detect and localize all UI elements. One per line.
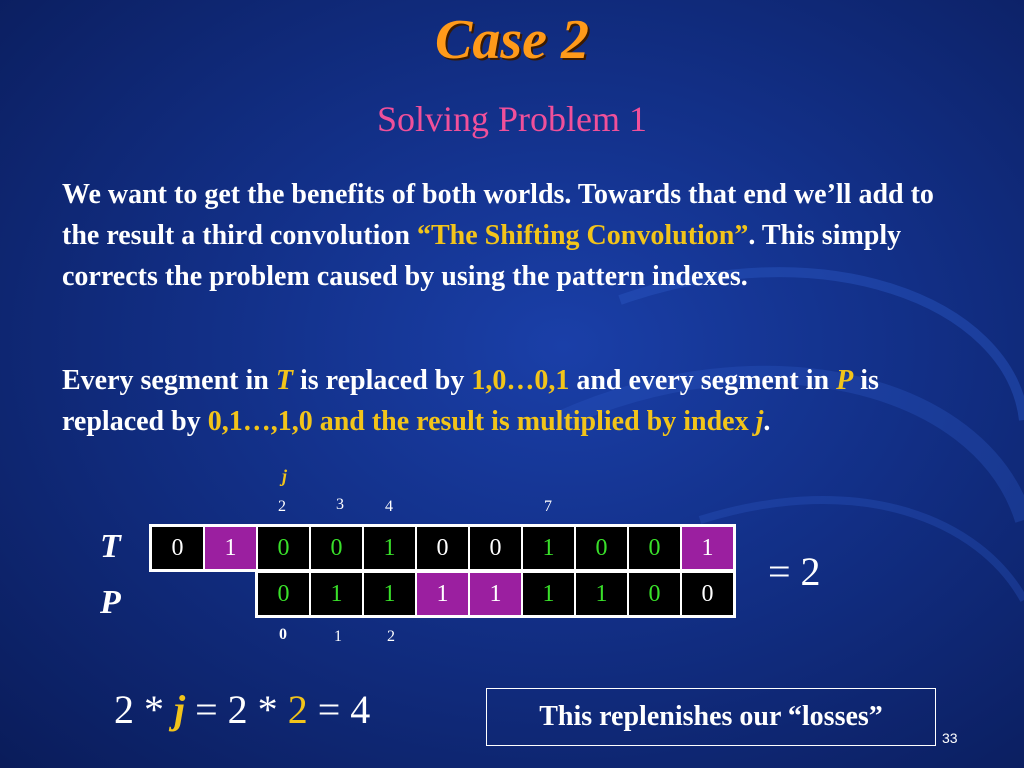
T-sequence-cell: 0 (258, 527, 309, 569)
T-sequence-cell: 1 (682, 527, 733, 569)
p2-T-symbol: T (275, 365, 293, 396)
formula-j: j (174, 687, 186, 732)
p2-seq-P: 0,1…,1,0 (207, 406, 313, 437)
P-sequence-strip (255, 570, 736, 618)
convolution-result: = 2 (768, 549, 821, 594)
top-index-4: 4 (385, 498, 393, 515)
p2-text-a: Every segment in (62, 365, 276, 396)
bottom-index-1: 1 (334, 628, 342, 645)
T-sequence-cell: 0 (470, 527, 521, 569)
row-T-label: T (100, 528, 121, 565)
P-sequence-cell: 1 (417, 573, 468, 615)
P-sequence-cell: 1 (470, 573, 521, 615)
top-index-3: 3 (336, 496, 344, 513)
P-sequence-cell: 0 (258, 573, 309, 615)
P-sequence-cell: 0 (629, 573, 680, 615)
p2-text-f: . (763, 406, 771, 437)
T-sequence-cell: 0 (152, 527, 203, 569)
slide-subtitle: Solving Problem 1 (376, 99, 648, 139)
T-sequence-cell: 0 (576, 527, 627, 569)
P-sequence-cell: 1 (311, 573, 362, 615)
T-sequence-cell: 0 (629, 527, 680, 569)
j-index-label: j (282, 466, 288, 486)
formula-two: 2 (287, 687, 308, 732)
bottom-index-0: 0 (279, 626, 287, 643)
p2-j-symbol: j (755, 406, 764, 437)
formula-part-b: = 2 * (185, 687, 288, 732)
shifting-convolution-term: “The Shifting Convolution” (416, 220, 749, 251)
T-sequence-cell: 0 (311, 527, 362, 569)
p2-text-c: and every segment in (569, 365, 837, 396)
index-multiplication-formula (114, 686, 370, 733)
paragraph-benefits-text: We want to get the benefits of both worlds. Towards that end we’ll add to the result a third convolution (62, 179, 934, 251)
T-sequence-strip (149, 524, 736, 572)
T-sequence-cell: 1 (523, 527, 574, 569)
p2-text-b: is replaced by (292, 365, 472, 396)
paragraph-benefits-tail: . This simply corrects the problem caused by using the pattern indexes. (62, 220, 902, 292)
row-P-label: P (100, 584, 121, 621)
paragraph-benefits (62, 174, 962, 297)
formula-part-a: 2 * (114, 687, 174, 732)
P-sequence-cell: 1 (523, 573, 574, 615)
top-index-7: 7 (544, 498, 552, 515)
bottom-index-2: 2 (387, 628, 395, 645)
slide-number: 33 (942, 730, 958, 746)
paragraph-segment-replacement (62, 360, 962, 442)
p2-text-e: and the result is multiplied by index (312, 406, 756, 437)
p2-P-symbol: P (836, 365, 854, 396)
T-sequence-cell: 1 (364, 527, 415, 569)
p2-text-d: is replaced by (62, 365, 879, 437)
P-sequence-cell: 1 (364, 573, 415, 615)
formula-part-c: = 4 (307, 687, 371, 732)
T-sequence-cell: 1 (205, 527, 256, 569)
P-sequence-cell: 1 (576, 573, 627, 615)
P-sequence-cell: 0 (682, 573, 733, 615)
slide-title: Case 2 (435, 9, 589, 71)
replenishes-note-box: This replenishes our “losses” (486, 688, 936, 746)
T-sequence-cell: 0 (417, 527, 468, 569)
p2-seq-T: 1,0…0,1 (471, 365, 570, 396)
top-index-2: 2 (278, 498, 286, 515)
